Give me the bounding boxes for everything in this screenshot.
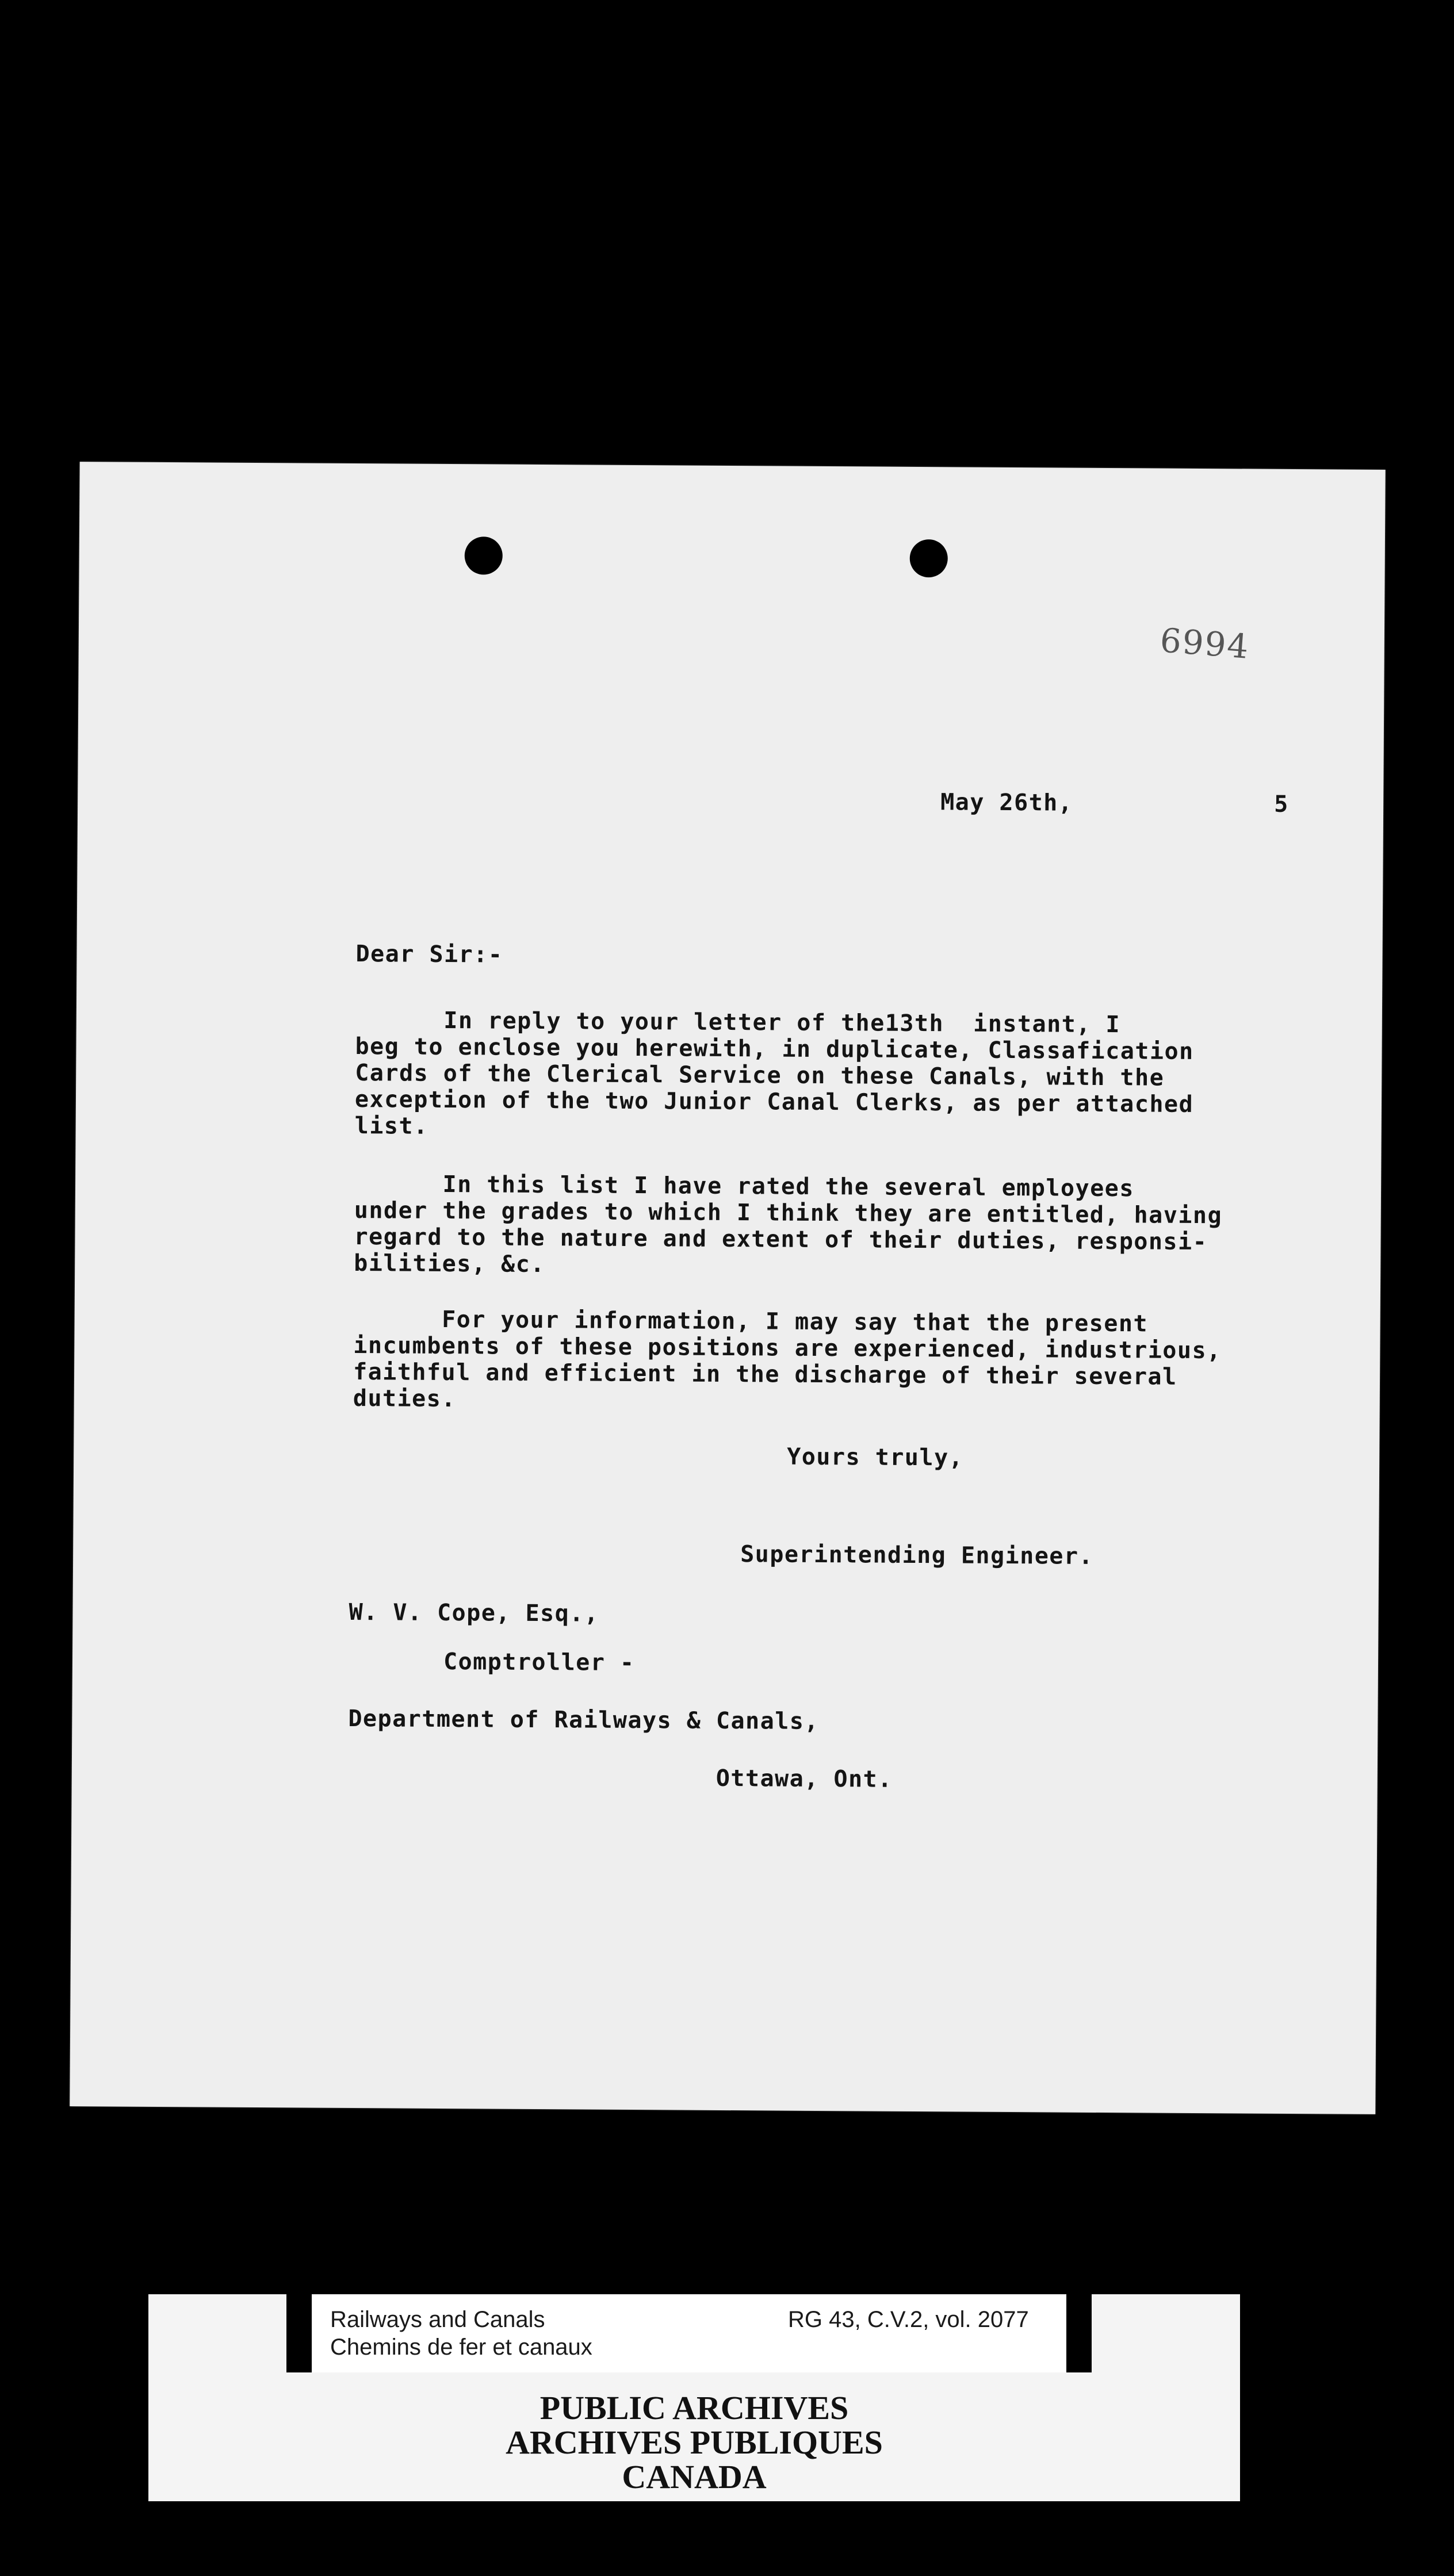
addressee-name: W. V. Cope, Esq., <box>349 1598 599 1627</box>
paragraph-2 <box>354 1171 1332 1282</box>
paragraph-1 <box>355 1007 1333 1145</box>
paragraph-line: duties. <box>353 1385 457 1413</box>
paragraph-line: In reply to your letter of the13th instant, I <box>355 1007 1121 1038</box>
paragraph-line: incumbents of these positions are experienced, industrious, <box>353 1332 1222 1364</box>
paragraph-line: bilities, &c. <box>354 1250 545 1278</box>
department-english: Railways and Canals <box>330 2307 545 2332</box>
letter-date: May 26th, <box>940 789 1073 816</box>
paragraph-line: list. <box>354 1113 428 1140</box>
punch-hole-right <box>910 539 948 577</box>
paragraph-line: under the grades to which I think they are entitled, having <box>354 1197 1223 1229</box>
signature-title: Superintending Engineer. <box>740 1541 1094 1570</box>
archives-line: CANADA <box>622 2458 767 2496</box>
paragraph-line: faithful and efficient in the discharge of their several <box>353 1359 1177 1390</box>
archives-line: ARCHIVES PUBLIQUES <box>506 2424 883 2461</box>
file-number: 6994 <box>1158 620 1251 666</box>
addressee-department: Department of Railways & Canals, <box>348 1705 820 1735</box>
closing: Yours truly, <box>787 1443 964 1471</box>
paragraph-line: For your information, I may say that the present <box>353 1306 1149 1337</box>
salutation: Dear Sir:- <box>355 941 503 968</box>
letter-year-fragment: 5 <box>1274 791 1289 818</box>
paragraph-line: regard to the nature and extent of their duties, responsi- <box>354 1224 1208 1256</box>
archives-title <box>148 2391 1240 2494</box>
letter-page <box>70 462 1385 2114</box>
paragraph-line: exception of the two Junior Canal Clerks, as per attached <box>354 1086 1194 1118</box>
archive-reference-card <box>286 2294 1092 2372</box>
paragraph-line: Cards of the Clerical Service on these Canals, with the <box>355 1060 1165 1091</box>
addressee-city: Ottawa, Ont. <box>715 1765 893 1793</box>
paragraph-line: beg to enclose you herewith, in duplicate, Classafication <box>355 1033 1194 1065</box>
addressee-title: Comptroller - <box>443 1648 635 1677</box>
punch-hole-left <box>465 536 503 574</box>
department-french: Chemins de fer et canaux <box>330 2334 592 2360</box>
paragraph-3 <box>353 1306 1331 1417</box>
archive-label <box>148 2294 1240 2501</box>
archives-line: PUBLIC ARCHIVES <box>539 2389 849 2426</box>
archive-reference: RG 43, C.V.2, vol. 2077 <box>788 2307 1029 2332</box>
paragraph-line: In this list I have rated the several employees <box>354 1171 1135 1202</box>
